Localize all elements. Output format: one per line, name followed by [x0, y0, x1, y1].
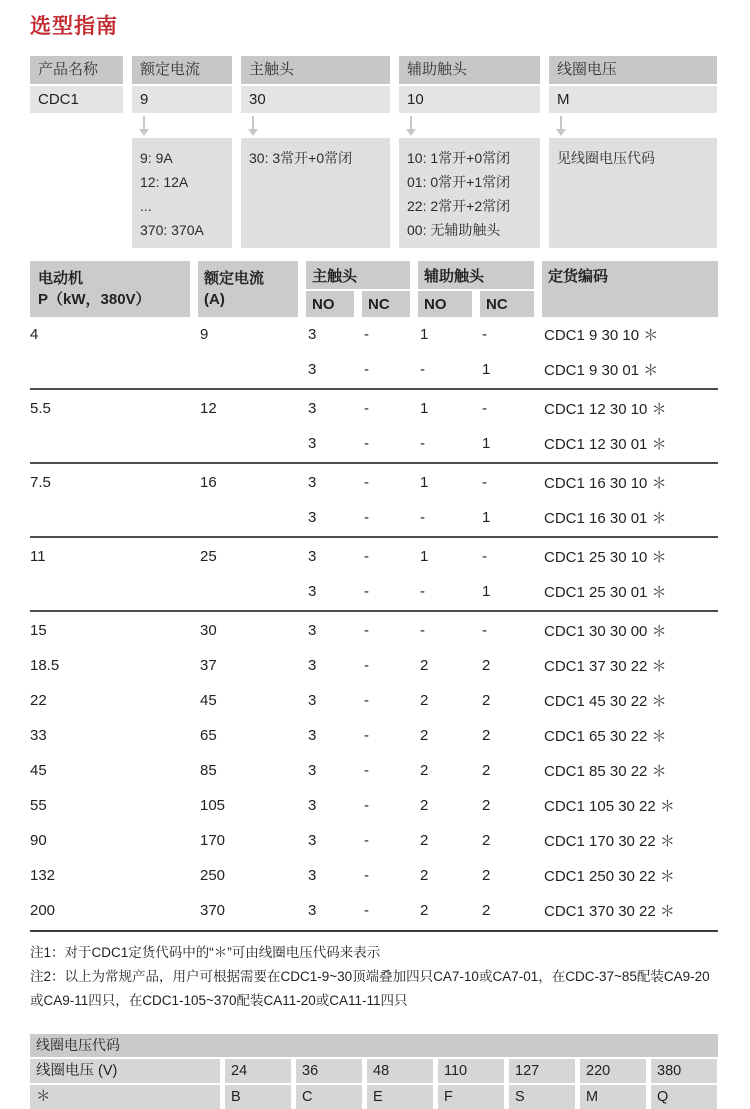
cell-main-no: 3	[308, 400, 317, 417]
page-content	[30, 8, 718, 1109]
cell-main-nc: -	[364, 509, 369, 526]
cell-main-no: 3	[308, 762, 317, 779]
cell-aux-nc: 2	[482, 762, 491, 779]
cell-motor-power: 132	[30, 867, 56, 884]
cell-rated-current: 9	[200, 326, 209, 343]
table-row	[30, 426, 718, 461]
cell-aux-no: 2	[420, 797, 429, 814]
table-row	[30, 500, 718, 535]
cell-main-nc: -	[364, 326, 369, 343]
cell-aux-no: -	[420, 509, 425, 526]
cell-aux-nc: 2	[482, 727, 491, 744]
table-row	[30, 718, 718, 753]
cell-main-no: 3	[308, 692, 317, 709]
cell-main-no: 3	[308, 583, 317, 600]
cell-motor-power: 45	[30, 762, 47, 779]
cell-motor-power: 7.5	[30, 474, 51, 491]
cell-main-no: 3	[308, 509, 317, 526]
header-aux-no: NO	[418, 291, 472, 317]
builder-desc-empty	[30, 138, 123, 248]
cell-motor-power: 55	[30, 797, 47, 814]
cell-aux-nc: -	[482, 622, 487, 639]
cell-main-nc: -	[364, 361, 369, 378]
cell-aux-nc: 2	[482, 867, 491, 884]
down-arrow-icon	[560, 116, 562, 129]
cell-order-code: CDC1 16 30 10 ＊	[544, 475, 667, 492]
cell-aux-nc: 1	[482, 435, 491, 452]
table-row	[30, 823, 718, 858]
cell-rated-current: 30	[200, 622, 217, 639]
cell-aux-nc: 2	[482, 902, 491, 919]
cell-aux-no: 2	[420, 867, 429, 884]
cell-main-no: 3	[308, 361, 317, 378]
table-row	[30, 753, 718, 788]
builder-desc-main-contact: 30: 3常开+0常闭	[241, 138, 390, 248]
coil-code-value: S	[509, 1085, 575, 1109]
header-main-no: NO	[306, 291, 354, 317]
cell-order-code: CDC1 370 30 22 ＊	[544, 903, 675, 920]
builder-header-current: 额定电流	[132, 56, 232, 84]
cell-motor-power: 200	[30, 902, 56, 919]
cell-rated-current: 105	[200, 797, 226, 814]
cell-aux-no: 2	[420, 762, 429, 779]
coil-voltage-value: 48	[367, 1059, 433, 1083]
builder-header-main-contact: 主触头	[241, 56, 390, 84]
cell-main-nc: -	[364, 548, 369, 565]
cell-motor-power: 15	[30, 622, 47, 639]
cell-main-no: 3	[308, 727, 317, 744]
cell-main-no: 3	[308, 797, 317, 814]
cell-main-no: 3	[308, 326, 317, 343]
cell-main-nc: -	[364, 583, 369, 600]
cell-rated-current: 250	[200, 867, 226, 884]
coil-voltage-value: 220	[580, 1059, 646, 1083]
cell-aux-nc: 1	[482, 583, 491, 600]
cell-rated-current: 12	[200, 400, 217, 417]
cell-motor-power: 4	[30, 326, 39, 343]
cell-main-nc: -	[364, 474, 369, 491]
header-motor: 电动机 P（kW，380V）	[30, 261, 190, 317]
group-divider	[30, 536, 718, 538]
cell-aux-no: 2	[420, 692, 429, 709]
cell-motor-power: 11	[30, 548, 46, 565]
cell-aux-no: 2	[420, 727, 429, 744]
cell-rated-current: 16	[200, 474, 217, 491]
cell-rated-current: 37	[200, 657, 217, 674]
cell-main-no: 3	[308, 657, 317, 674]
builder-desc-coil-voltage: 见线圈电压代码	[549, 138, 717, 248]
cell-aux-nc: 2	[482, 832, 491, 849]
cell-aux-no: -	[420, 583, 425, 600]
cell-aux-nc: 2	[482, 657, 491, 674]
cell-order-code: CDC1 25 30 10 ＊	[544, 549, 667, 566]
cell-rated-current: 85	[200, 762, 217, 779]
cell-main-nc: -	[364, 727, 369, 744]
coil-voltage-value: 380	[651, 1059, 717, 1083]
table-row	[30, 858, 718, 893]
group-divider	[30, 388, 718, 390]
cell-main-no: 3	[308, 832, 317, 849]
group-divider	[30, 462, 718, 464]
cell-order-code: CDC1 85 30 22 ＊	[544, 763, 667, 780]
table-row	[30, 683, 718, 718]
cell-order-code: CDC1 105 30 22 ＊	[544, 798, 675, 815]
cell-rated-current: 170	[200, 832, 226, 849]
cell-main-no: 3	[308, 867, 317, 884]
cell-order-code: CDC1 250 30 22 ＊	[544, 868, 675, 885]
builder-header-aux-contact: 辅助触头	[399, 56, 540, 84]
notes	[30, 941, 718, 1013]
builder-arrow-spacer	[30, 115, 123, 136]
table-row	[30, 788, 718, 823]
cell-aux-nc: 1	[482, 509, 491, 526]
coil-voltage-value: 110	[438, 1059, 504, 1083]
cell-main-nc: -	[364, 400, 369, 417]
cell-aux-no: 2	[420, 902, 429, 919]
builder-header-coil-voltage: 线圈电压	[549, 56, 717, 84]
coil-voltage-grid	[30, 1059, 718, 1109]
cell-main-nc: -	[364, 762, 369, 779]
group-divider	[30, 610, 718, 612]
cell-order-code: CDC1 170 30 22 ＊	[544, 833, 675, 850]
coil-voltage-table	[30, 1034, 718, 1109]
table-bottom-rule	[30, 930, 718, 932]
cell-motor-power: 90	[30, 832, 47, 849]
header-order-code: 定货编码	[542, 261, 718, 317]
cell-order-code: CDC1 9 30 01 ＊	[544, 362, 659, 379]
builder-value-main-contact: 30	[241, 86, 390, 113]
cell-main-nc: -	[364, 657, 369, 674]
cell-motor-power: 33	[30, 727, 47, 744]
cell-order-code: CDC1 45 30 22 ＊	[544, 693, 667, 710]
cell-aux-no: -	[420, 622, 425, 639]
coil-code-value: M	[580, 1085, 646, 1109]
cell-main-nc: -	[364, 435, 369, 452]
cell-rated-current: 65	[200, 727, 217, 744]
down-arrow-icon	[410, 116, 412, 129]
header-rated-current: 额定电流 (A)	[198, 261, 298, 317]
table-row	[30, 352, 718, 387]
cell-main-nc: -	[364, 692, 369, 709]
table-row	[30, 317, 718, 352]
coil-code-value: C	[296, 1085, 362, 1109]
cell-main-nc: -	[364, 867, 369, 884]
table-row	[30, 539, 718, 574]
coil-voltage-value: 127	[509, 1059, 575, 1083]
cell-aux-no: -	[420, 435, 425, 452]
builder-value-current: 9	[132, 86, 232, 113]
table-row	[30, 648, 718, 683]
header-main-nc: NC	[362, 291, 410, 317]
cell-aux-no: 1	[420, 400, 429, 417]
coil-code-value: F	[438, 1085, 504, 1109]
table-row	[30, 893, 718, 928]
cell-main-no: 3	[308, 902, 317, 919]
selection-table-body	[30, 317, 718, 928]
coil-code-row-label: ＊	[30, 1085, 220, 1109]
cell-motor-power: 5.5	[30, 400, 51, 417]
cell-order-code: CDC1 37 30 22 ＊	[544, 658, 667, 675]
note-2: 注2：以上为常规产品，用户可根据需要在CDC1-9~30顶端叠加四只CA7-10或CA7-01，在CDC-37~85配装CA9-20或CA9-11四只，在CDC1-105~370配装CA11-20或CA11-11四只	[30, 969, 710, 1008]
table-row	[30, 613, 718, 648]
cell-aux-no: 2	[420, 657, 429, 674]
builder-value-aux-contact: 10	[399, 86, 540, 113]
table-row	[30, 465, 718, 500]
cell-main-no: 3	[308, 622, 317, 639]
cell-main-nc: -	[364, 622, 369, 639]
builder-value-coil-voltage: M	[549, 86, 717, 113]
selection-table	[30, 261, 718, 932]
builder-desc-current: 9: 9A 12: 12A ... 370: 370A	[132, 138, 232, 248]
cell-motor-power: 18.5	[30, 657, 60, 674]
cell-aux-no: -	[420, 361, 425, 378]
table-row	[30, 391, 718, 426]
cell-aux-nc: 1	[482, 361, 491, 378]
cell-aux-nc: 2	[482, 692, 491, 709]
cell-aux-no: 1	[420, 474, 429, 491]
page-title: 选型指南	[30, 15, 118, 38]
cell-rated-current: 370	[200, 902, 226, 919]
cell-aux-nc: -	[482, 400, 487, 417]
coil-voltage-table-title: 线圈电压代码	[30, 1034, 718, 1057]
cell-main-no: 3	[308, 435, 317, 452]
cell-rated-current: 25	[200, 548, 217, 565]
builder-value-product: CDC1	[30, 86, 123, 113]
cell-aux-nc: 2	[482, 797, 491, 814]
header-aux-contacts: 辅助触头	[418, 261, 534, 289]
table-row	[30, 574, 718, 609]
cell-aux-no: 1	[420, 326, 429, 343]
coil-code-value: Q	[651, 1085, 717, 1109]
down-arrow-icon	[143, 116, 145, 129]
cell-main-nc: -	[364, 902, 369, 919]
header-main-contacts: 主触头	[306, 261, 410, 289]
cell-order-code: CDC1 16 30 01 ＊	[544, 510, 667, 527]
cell-order-code: CDC1 25 30 01 ＊	[544, 584, 667, 601]
cell-main-nc: -	[364, 797, 369, 814]
code-builder	[30, 56, 718, 248]
cell-order-code: CDC1 65 30 22 ＊	[544, 728, 667, 745]
cell-main-no: 3	[308, 474, 317, 491]
cell-order-code: CDC1 12 30 01 ＊	[544, 436, 667, 453]
cell-main-no: 3	[308, 548, 317, 565]
builder-desc-aux-contact: 10: 1常开+0常闭 01: 0常开+1常闭 22: 2常开+2常闭 00: 无辅助触头	[399, 138, 540, 248]
coil-code-value: B	[225, 1085, 291, 1109]
coil-voltage-value: 36	[296, 1059, 362, 1083]
builder-header-product: 产品名称	[30, 56, 123, 84]
cell-aux-no: 2	[420, 832, 429, 849]
cell-main-nc: -	[364, 832, 369, 849]
down-arrow-icon	[252, 116, 254, 129]
note-1: 注1：对于CDC1定货代码中的“＊”可由线圈电压代码来表示	[30, 945, 381, 960]
selection-table-header	[30, 261, 718, 317]
cell-aux-nc: -	[482, 474, 487, 491]
header-aux-nc: NC	[480, 291, 534, 317]
coil-voltage-row-label: 线圈电压 (V)	[30, 1059, 220, 1083]
cell-aux-nc: -	[482, 326, 487, 343]
cell-aux-nc: -	[482, 548, 487, 565]
cell-rated-current: 45	[200, 692, 217, 709]
coil-voltage-value: 24	[225, 1059, 291, 1083]
cell-order-code: CDC1 30 30 00 ＊	[544, 623, 667, 640]
cell-motor-power: 22	[30, 692, 47, 709]
cell-aux-no: 1	[420, 548, 429, 565]
coil-code-value: E	[367, 1085, 433, 1109]
cell-order-code: CDC1 12 30 10 ＊	[544, 401, 667, 418]
cell-order-code: CDC1 9 30 10 ＊	[544, 327, 659, 344]
